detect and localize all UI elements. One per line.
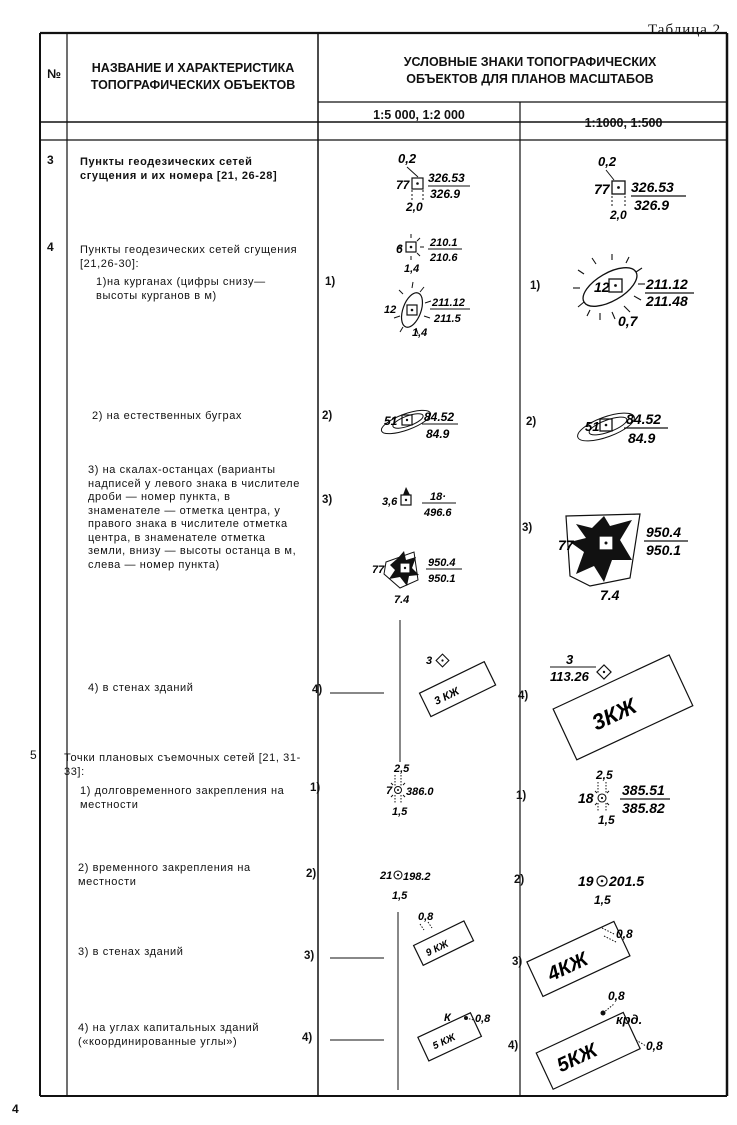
col-small-label-4-1: 1) bbox=[325, 276, 336, 288]
symbol-3-large bbox=[594, 154, 686, 222]
symbol-5-2-large bbox=[578, 873, 644, 907]
s41-a-bottom: 1,4 bbox=[404, 263, 420, 275]
row-4-item-3: 3) на скалах-останцах (варианты надписей у левого знака в числителе дроби — номер пункта, в знаменателе — отметка центра, у правого знака в числителе отметка центра, в знаменателе отметка земли, внизу — высоты останца в м, слева — номер пункта) bbox=[88, 464, 300, 571]
symbol-4-1-small bbox=[384, 234, 470, 339]
col-small-label-5-1: 1) bbox=[310, 782, 321, 794]
col-large-label-5-3: 3) bbox=[512, 956, 523, 968]
s51-a-number: 7 bbox=[386, 785, 393, 797]
row-5-item-4: 4) на углах капитальных зданий («координированные углы») bbox=[78, 1022, 260, 1048]
s43-a-numerator: 18· bbox=[430, 491, 446, 503]
s52-a-bottom: 1,5 bbox=[392, 890, 408, 902]
s52-a-number: 21 bbox=[380, 870, 393, 882]
col-large-label-5-1: 1) bbox=[516, 790, 527, 802]
row-4-description: Пункты геодезических сетей сгущения [21,26-30]: bbox=[80, 244, 298, 270]
s51-a-value: 386.0 bbox=[406, 786, 434, 798]
s44-b-denominator: 113.26 bbox=[550, 669, 589, 684]
s54-b-building: 5КЖ bbox=[553, 1039, 601, 1077]
symbol-4-3-small bbox=[372, 487, 462, 606]
s3-a-bottom: 2,0 bbox=[406, 200, 423, 214]
symbol-4-2-large bbox=[574, 407, 668, 446]
s51-b-number: 18 bbox=[578, 790, 594, 806]
col-small-label-5-2: 2) bbox=[306, 868, 317, 880]
s54-b-dimension-1: 0,8 bbox=[608, 989, 625, 1003]
symbol-5-2-small bbox=[379, 870, 431, 902]
s41-b-bottom: 0,7 bbox=[618, 313, 638, 329]
s41-a-numerator: 210.1 bbox=[430, 237, 458, 249]
s43-b-denominator: 950.1 bbox=[646, 542, 682, 558]
symbol-4-2-small bbox=[379, 406, 458, 441]
s53-b-dimension: 0,8 bbox=[616, 927, 633, 941]
s54-b-krd: крд. bbox=[616, 1012, 643, 1027]
s53-a-building: 9 КЖ bbox=[424, 938, 451, 960]
s51-b-denominator: 385.82 bbox=[622, 800, 665, 816]
s43-a2-numerator: 950.4 bbox=[428, 557, 456, 569]
s43-a2-number: 77 bbox=[372, 564, 385, 576]
row-number-4: 4 bbox=[47, 240, 54, 254]
table-label: Таблица 2 bbox=[648, 22, 722, 38]
s43-b-numerator: 950.4 bbox=[646, 524, 682, 540]
s44-a-building: 3 КЖ bbox=[432, 685, 462, 708]
s44-b-numerator: 3 bbox=[566, 652, 574, 667]
s42-b-number: 51 bbox=[585, 419, 600, 434]
s41-b-number: 12 bbox=[594, 279, 610, 295]
s41-a2-bottom: 1,4 bbox=[412, 327, 428, 339]
row-5-item-2: 2) временного закрепления на местности bbox=[78, 862, 251, 888]
header-scale-small: 1:5 000, 1:2 000 bbox=[373, 108, 465, 122]
s43-a-denominator: 496.6 bbox=[424, 507, 452, 519]
col-large-label-4-2: 2) bbox=[526, 416, 537, 428]
col-small-label-4-2: 2) bbox=[322, 410, 333, 422]
row-3-description: Пункты геодезических сетей сгущения и их номера [21, 26-28] bbox=[80, 156, 278, 182]
s3-b-number: 77 bbox=[594, 181, 610, 197]
s52-a-value: 198.2 bbox=[403, 871, 431, 883]
row-4-item-2: 2) на естественных буграх bbox=[92, 410, 243, 422]
col-large-label-5-2: 2) bbox=[514, 874, 525, 886]
header-name: НАЗВАНИЕ И ХАРАКТЕРИСТИКА ТОПОГРАФИЧЕСКИХ ОБЪЕКТОВ bbox=[90, 61, 296, 92]
s53-b-building: 4КЖ bbox=[544, 948, 592, 986]
s43-b-number: 77 bbox=[558, 537, 574, 553]
s41-a2-number: 12 bbox=[384, 304, 397, 316]
symbol-4-1-large bbox=[573, 254, 694, 329]
s51-a-bottom: 1,5 bbox=[392, 806, 408, 818]
s51-a-top: 2,5 bbox=[394, 763, 410, 775]
col-large-label-4-3: 3) bbox=[522, 522, 533, 534]
header-scale-large: 1:1000, 1:500 bbox=[584, 116, 663, 130]
row-5-item-1: 1) долговременного закрепления на местности bbox=[80, 785, 285, 811]
s44-a-number: 3 bbox=[426, 655, 433, 667]
s42-b-numerator: 84.52 bbox=[626, 411, 662, 427]
s42-a-denominator: 84.9 bbox=[426, 427, 450, 441]
row-number-5: 5 bbox=[30, 748, 37, 762]
s41-a-number: 6 bbox=[396, 242, 403, 256]
s3-b-denominator: 326.9 bbox=[634, 197, 670, 213]
symbol-5-1-small bbox=[386, 763, 434, 818]
s3-b-bottom: 2,0 bbox=[610, 208, 627, 222]
s43-a2-bottom: 7.4 bbox=[394, 594, 410, 606]
s51-b-top: 2,5 bbox=[596, 768, 613, 782]
s41-a-denominator: 210.6 bbox=[430, 252, 458, 264]
s3-a-number: 77 bbox=[396, 178, 410, 192]
row-4-item-1: 1)на курганах (цифры снизу— высоты курганов в м) bbox=[96, 276, 266, 302]
s42-a-numerator: 84.52 bbox=[424, 410, 455, 424]
s3-a-numerator: 326.53 bbox=[428, 171, 465, 185]
s51-b-numerator: 385.51 bbox=[622, 782, 665, 798]
col-large-label-4-4: 4) bbox=[518, 690, 529, 702]
s44-b-building: 3КЖ bbox=[587, 693, 641, 736]
symbol-3-small bbox=[396, 151, 470, 214]
header-signs: УСЛОВНЫЕ ЗНАКИ ТОПОГРАФИЧЕСКИХ ОБЪЕКТОВ ДЛЯ ПЛАНОВ МАСШТАБОВ bbox=[403, 55, 657, 86]
s54-a-dimension: 0,8 bbox=[475, 1013, 491, 1025]
s42-a-number: 51 bbox=[384, 414, 398, 428]
s51-b-bottom: 1,5 bbox=[598, 813, 615, 827]
s52-b-value: 201.5 bbox=[609, 873, 645, 889]
s41-a2-numerator: 211.12 bbox=[432, 297, 465, 309]
s54-b-dimension-2: 0,8 bbox=[646, 1039, 663, 1053]
s43-a2-denominator: 950.1 bbox=[428, 573, 456, 585]
col-small-label-5-4: 4) bbox=[302, 1032, 313, 1044]
s42-b-denominator: 84.9 bbox=[628, 430, 656, 446]
s41-a2-denominator: 211.5 bbox=[434, 313, 461, 325]
row-4-item-4: 4) в стенах зданий bbox=[88, 682, 194, 694]
header-number: № bbox=[47, 67, 61, 81]
s52-b-bottom: 1,5 bbox=[594, 893, 611, 907]
s3-a-denominator: 326.9 bbox=[430, 187, 461, 201]
s41-b-numerator: 211.12 bbox=[646, 276, 688, 292]
s43-b-bottom: 7.4 bbox=[600, 587, 620, 603]
s52-b-number: 19 bbox=[578, 873, 594, 889]
col-large-label-4-1: 1) bbox=[530, 280, 541, 292]
row-number-3: 3 bbox=[47, 153, 54, 167]
s53-a-dimension: 0,8 bbox=[418, 911, 434, 923]
s3-a-top: 0,2 bbox=[398, 151, 417, 166]
s3-b-top: 0,2 bbox=[598, 154, 617, 169]
col-small-label-4-3: 3) bbox=[322, 494, 333, 506]
symbol-4-4-small bbox=[330, 620, 496, 762]
symbol-5-4-large bbox=[536, 989, 663, 1089]
symbol-4-4-large bbox=[550, 652, 693, 760]
col-large-label-5-4: 4) bbox=[508, 1040, 519, 1052]
s54-a-k: К bbox=[444, 1012, 451, 1024]
col-small-label-4-4: 4) bbox=[312, 684, 323, 696]
row-5-description: Точки плановых съемочных сетей [21, 31-33]: bbox=[64, 752, 301, 778]
symbol-4-3-large bbox=[558, 514, 688, 603]
s41-b-denominator: 211.48 bbox=[646, 293, 688, 309]
symbol-5-3-small bbox=[330, 911, 474, 1000]
s43-a-number: 3,6 bbox=[382, 496, 398, 508]
symbol-5-3-large bbox=[527, 921, 633, 996]
s3-b-numerator: 326.53 bbox=[631, 179, 674, 195]
col-small-label-5-3: 3) bbox=[304, 950, 315, 962]
symbol-5-4-small bbox=[330, 990, 491, 1090]
s54-a-building: 5 КЖ bbox=[431, 1032, 458, 1053]
symbol-5-1-large bbox=[578, 768, 670, 827]
row-5-item-3: 3) в стенах зданий bbox=[78, 946, 184, 958]
page-number: 4 bbox=[12, 1102, 19, 1116]
